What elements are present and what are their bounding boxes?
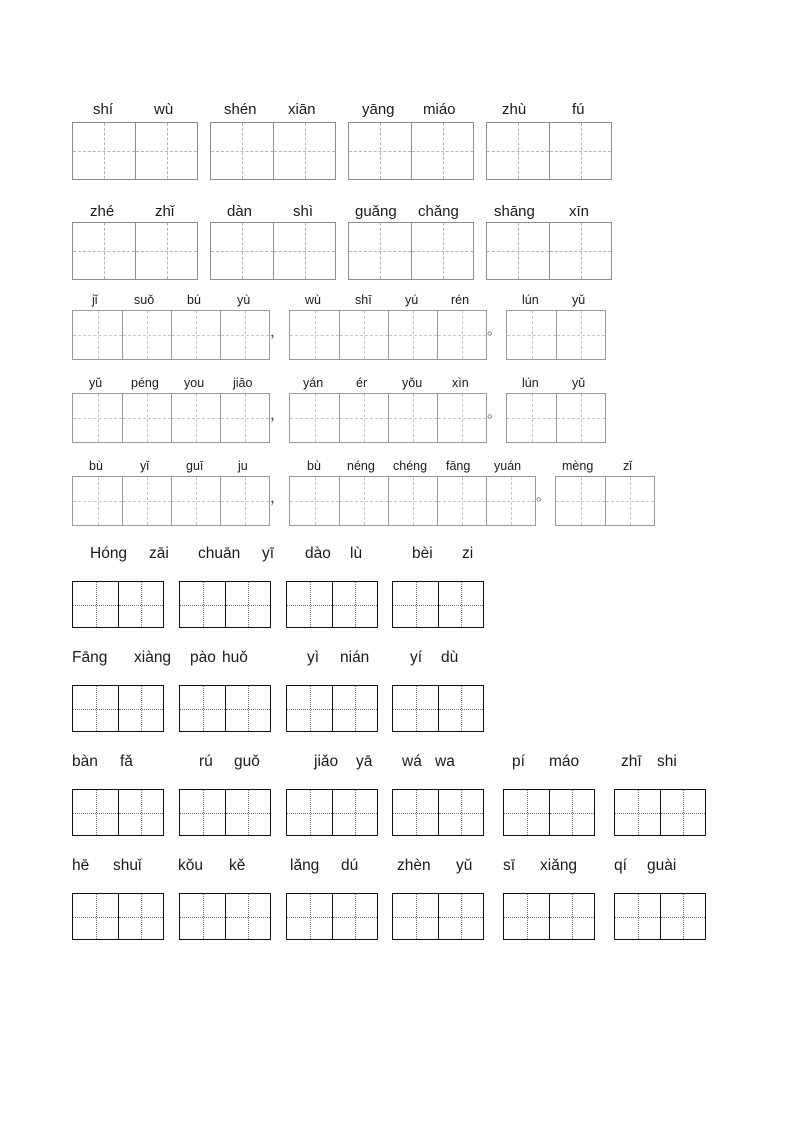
writing-grid-box[interactable] — [614, 789, 706, 836]
pinyin-label: yù — [237, 293, 251, 307]
writing-grid-box[interactable] — [286, 581, 378, 628]
comma: ， — [270, 406, 286, 423]
pinyin-label: pào — [190, 649, 216, 666]
pinyin-label: kǒu — [178, 857, 203, 874]
pinyin-label: shuǐ — [113, 857, 142, 874]
pinyin-label: zhù — [502, 101, 527, 118]
pinyin-label: yǒu — [402, 376, 423, 390]
pinyin-label: dù — [441, 649, 459, 666]
writing-grid-box[interactable] — [486, 122, 612, 180]
pinyin-label: dào — [305, 545, 331, 562]
pinyin-label: jǐ — [92, 293, 98, 307]
writing-grid-box[interactable] — [392, 893, 484, 940]
pinyin-label: qí — [614, 857, 627, 874]
pinyin-label: bù — [307, 459, 321, 473]
writing-grid-box[interactable] — [179, 581, 271, 628]
pinyin-label: zǐ — [623, 459, 633, 473]
pinyin-label: yǔ — [456, 857, 473, 874]
pinyin-label: shī — [355, 293, 372, 307]
pinyin-label: yā — [356, 753, 373, 770]
writing-grid-box[interactable] — [72, 310, 270, 360]
writing-grid-box[interactable] — [179, 789, 271, 836]
pinyin-label: yāng — [362, 101, 395, 118]
comma: ， — [270, 323, 286, 340]
writing-grid-box[interactable] — [72, 222, 198, 280]
pinyin-label: zhé — [90, 203, 115, 220]
pinyin-label: máo — [549, 753, 580, 770]
pinyin-label: zi — [462, 545, 474, 562]
writing-grid-box[interactable] — [72, 476, 270, 526]
writing-grid-box[interactable] — [289, 310, 487, 360]
writing-grid-box[interactable] — [72, 789, 164, 836]
pinyin-label: wa — [435, 753, 455, 770]
pinyin-label: rú — [199, 753, 213, 770]
writing-grid-box[interactable] — [348, 222, 474, 280]
pinyin-label: bèi — [412, 545, 433, 562]
pinyin-label: bàn — [72, 753, 98, 770]
writing-grid-box[interactable] — [348, 122, 474, 180]
pinyin-label: shén — [224, 101, 257, 118]
pinyin-label: lún — [522, 293, 539, 307]
writing-grid-box[interactable] — [506, 310, 606, 360]
writing-grid-box[interactable] — [286, 685, 378, 732]
pinyin-label: lù — [350, 545, 363, 562]
writing-grid-box[interactable] — [289, 393, 487, 443]
pinyin-label: chéng — [393, 459, 428, 473]
pinyin-label: bú — [187, 293, 201, 307]
pinyin-label: fú — [572, 101, 585, 118]
pinyin-label: shí — [93, 101, 114, 118]
pinyin-label: shì — [293, 203, 314, 220]
pinyin-label: chuān — [198, 545, 241, 562]
writing-grid-box[interactable] — [72, 685, 164, 732]
pinyin-label: wù — [154, 101, 174, 118]
writing-grid-box[interactable] — [286, 893, 378, 940]
pinyin-label: jiāo — [233, 376, 253, 390]
pinyin-label: yǔ — [572, 376, 586, 390]
pinyin-label: xīn — [569, 203, 590, 220]
pinyin-label: wá — [402, 753, 422, 770]
pinyin-label: ju — [238, 459, 248, 473]
pinyin-label: mèng — [562, 459, 594, 473]
period: 。 — [487, 321, 503, 338]
pinyin-label: guī — [186, 459, 204, 473]
pinyin-label: sī — [503, 857, 516, 874]
pinyin-label: wù — [305, 293, 321, 307]
period: 。 — [536, 487, 552, 504]
period: 。 — [487, 404, 503, 421]
comma: ， — [270, 489, 286, 506]
pinyin-label: shāng — [494, 203, 535, 220]
writing-grid-box[interactable] — [555, 476, 655, 526]
pinyin-label: chǎng — [418, 203, 459, 220]
writing-grid-box[interactable] — [72, 581, 164, 628]
pinyin-label: guǒ — [234, 753, 260, 770]
pinyin-label: jiǎo — [314, 753, 339, 770]
pinyin-label: dàn — [227, 203, 253, 220]
writing-grid-box[interactable] — [210, 122, 336, 180]
pinyin-label: yú — [405, 293, 419, 307]
pinyin-label: dú — [341, 857, 359, 874]
pinyin-label: fǎ — [120, 753, 133, 770]
pinyin-label: yán — [303, 376, 324, 390]
writing-grid-box[interactable] — [72, 893, 164, 940]
pinyin-label: lǎng — [290, 857, 320, 874]
pinyin-label: fāng — [446, 459, 471, 473]
writing-grid-box[interactable] — [392, 581, 484, 628]
pinyin-label: xiān — [288, 101, 316, 118]
pinyin-label: xiàng — [134, 649, 172, 666]
writing-grid-box[interactable] — [210, 222, 336, 280]
pinyin-label: yuán — [494, 459, 522, 473]
pinyin-label: zhī — [621, 753, 642, 770]
writing-grid-box[interactable] — [614, 893, 706, 940]
pinyin-label: péng — [131, 376, 159, 390]
pinyin-label: yī — [262, 545, 275, 562]
pinyin-label: zāi — [149, 545, 169, 562]
writing-grid-box[interactable] — [72, 393, 270, 443]
writing-grid-box[interactable] — [286, 789, 378, 836]
writing-grid-box[interactable] — [506, 393, 606, 443]
pinyin-label: zhǐ — [155, 203, 175, 220]
writing-grid-box[interactable] — [289, 476, 536, 526]
pinyin-label: lún — [522, 376, 539, 390]
writing-grid-box[interactable] — [503, 789, 595, 836]
writing-grid-box[interactable] — [179, 685, 271, 732]
writing-grid-box[interactable] — [392, 685, 484, 732]
pinyin-label: zhèn — [397, 857, 431, 874]
writing-grid-box[interactable] — [503, 893, 595, 940]
pinyin-label: xiǎng — [540, 857, 578, 874]
pinyin-label: rén — [451, 293, 470, 307]
pinyin-label: Fāng — [72, 649, 108, 666]
pinyin-label: guài — [647, 857, 677, 874]
pinyin-label: guǎng — [355, 203, 397, 220]
writing-grid-box[interactable] — [72, 122, 198, 180]
pinyin-label: xìn — [452, 376, 469, 390]
pinyin-label: yǔ — [572, 293, 586, 307]
pinyin-label: ér — [356, 376, 368, 390]
pinyin-label: bù — [89, 459, 103, 473]
pinyin-label: néng — [347, 459, 375, 473]
pinyin-label: pí — [512, 753, 525, 770]
writing-grid-box[interactable] — [392, 789, 484, 836]
pinyin-label: yì — [307, 649, 320, 666]
pinyin-label: yǔ — [89, 376, 103, 390]
pinyin-label: shi — [657, 753, 677, 770]
pinyin-label: nián — [340, 649, 370, 666]
pinyin-label: miáo — [423, 101, 456, 118]
writing-grid-box[interactable] — [486, 222, 612, 280]
pinyin-label: Hóng — [90, 545, 128, 562]
pinyin-label: hē — [72, 857, 90, 874]
pinyin-label: suǒ — [134, 293, 155, 307]
pinyin-label: kě — [229, 857, 246, 874]
pinyin-label: yǐ — [140, 459, 150, 473]
writing-grid-box[interactable] — [179, 893, 271, 940]
pinyin-label: yí — [410, 649, 423, 666]
pinyin-label: you — [184, 376, 205, 390]
pinyin-label: huǒ — [222, 649, 248, 666]
